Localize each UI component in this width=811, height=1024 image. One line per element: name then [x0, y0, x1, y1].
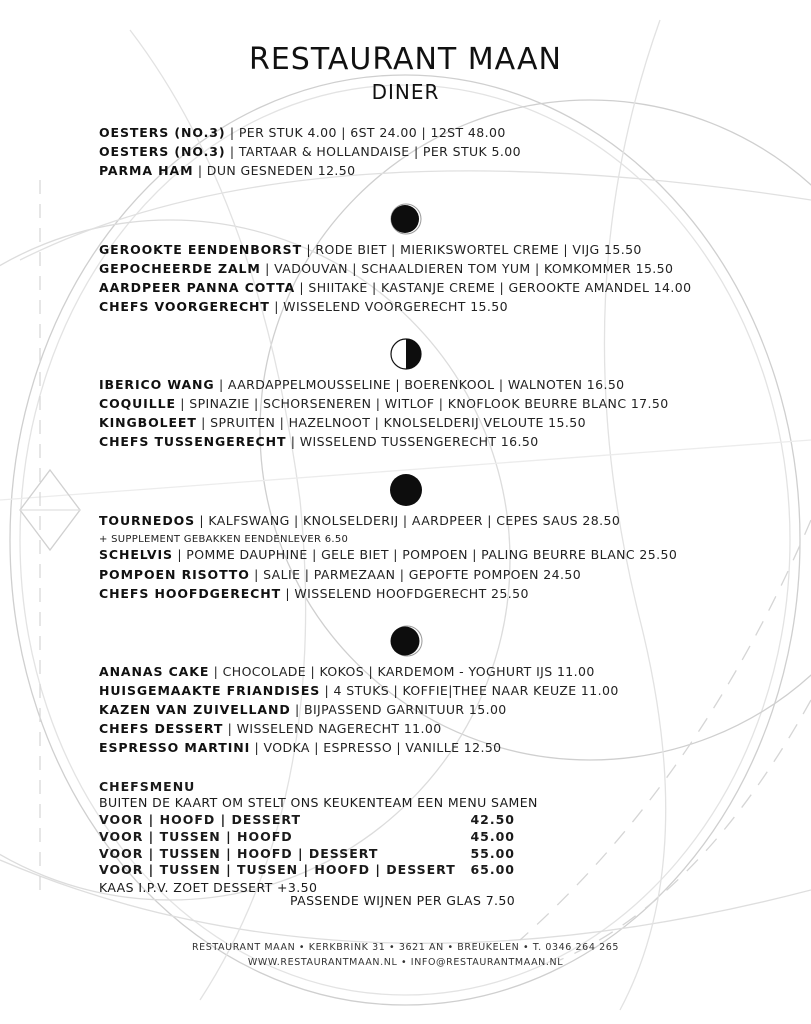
option-price: 55.00 [470, 846, 515, 861]
option-label: VOOR | TUSSEN | TUSSEN | HOOFD | DESSERT [99, 862, 456, 877]
menu-item [99, 434, 539, 450]
dish-description: | VADOUVAN | SCHAALDIEREN TOM YUM | KOMKOMMER 15.50 [260, 261, 674, 276]
menu-item [99, 702, 507, 718]
dish-description: | SPINAZIE | SCHORSENEREN | WITLOF | KNOFLOOK BEURRE BLANC 17.50 [175, 396, 669, 411]
supplement-note: + SUPPLEMENT GEBAKKEN EENDENLEVER 6.50 [99, 534, 349, 545]
menu-item [99, 664, 595, 680]
dish-name: KAZEN VAN ZUIVELLAND [99, 702, 291, 717]
dish-description: | WISSELEND TUSSENGERECHT 16.50 [286, 434, 539, 449]
menu-item [99, 396, 669, 412]
chefsmenu-intro: BUITEN DE KAART OM STELT ONS KEUKENTEAM EEN MENU SAMEN [99, 795, 538, 810]
dish-description: | CHOCOLADE | KOKOS | KARDEMOM - YOGHURT IJS 11.00 [209, 664, 595, 679]
menu-item [99, 280, 692, 296]
dish-description: | WISSELEND NAGERECHT 11.00 [223, 721, 442, 736]
menu-item [99, 567, 581, 583]
dish-name: CHEFS DESSERT [99, 721, 224, 736]
dish-name: CHEFS TUSSENGERECHT [99, 434, 287, 449]
dish-description: | TARTAAR & HOLLANDAISE | PER STUK 5.00 [225, 144, 521, 159]
dish-description: | POMME DAUPHINE | GELE BIET | POMPOEN | PALING BEURRE BLANC 25.50 [172, 547, 678, 562]
option-label: VOOR | TUSSEN | HOOFD [99, 829, 293, 844]
restaurant-title: RESTAURANT MAAN [249, 42, 562, 77]
dish-description: | WISSELEND VOORGERECHT 15.50 [269, 299, 508, 314]
menu-item [99, 513, 620, 529]
dish-name: ESPRESSO MARTINI [99, 740, 251, 755]
dish-description: | KALFSWANG | KNOLSELDERIJ | AARDPEER | CEPES SAUS 28.50 [195, 513, 621, 528]
menu-item [99, 683, 619, 699]
chefsmenu-option [99, 829, 519, 844]
chefsmenu-title: CHEFSMENU [99, 779, 196, 794]
dish-name: IBERICO WANG [99, 377, 215, 392]
option-label: VOOR | TUSSEN | HOOFD | DESSERT [99, 846, 379, 861]
dish-name: KINGBOLEET [99, 415, 197, 430]
dish-description: | BIJPASSEND GARNITUUR 15.00 [290, 702, 507, 717]
menu-item [99, 299, 508, 315]
cheese-note: KAAS I.P.V. ZOET DESSERT +3.50 [99, 880, 318, 895]
menu-item [99, 125, 506, 141]
option-price: 45.00 [470, 829, 515, 844]
menu-item [99, 261, 673, 277]
dish-description: | DUN GESNEDEN 12.50 [193, 163, 356, 178]
dish-name: SCHELVIS [99, 547, 173, 562]
menu-item [99, 721, 442, 737]
menu-item [99, 377, 625, 393]
dish-name: POMPOEN RISOTTO [99, 567, 250, 582]
dish-description: | SALIE | PARMEZAAN | GEPOFTE POMPOEN 24.50 [249, 567, 582, 582]
dish-description: | 4 STUKS | KOFFIE|THEE NAAR KEUZE 11.00 [320, 683, 619, 698]
dish-name: OESTERS (NO.3) [99, 144, 226, 159]
menu-item [99, 586, 529, 602]
wine-note: PASSENDE WIJNEN PER GLAS 7.50 [290, 893, 516, 908]
dish-name: CHEFS HOOFDGERECHT [99, 586, 282, 601]
menu-item [99, 415, 586, 431]
half-moon-icon [389, 337, 423, 371]
dish-name: ANANAS CAKE [99, 664, 210, 679]
menu-item [99, 242, 642, 258]
option-price: 42.50 [470, 812, 515, 827]
footer-address: RESTAURANT MAAN • KERKBRINK 31 • 3621 AN • BREUKELEN • T. 0346 264 265 [191, 942, 620, 953]
menu-subtitle: DINER [371, 80, 440, 104]
menu-item [99, 163, 356, 179]
full-moon-icon [389, 473, 423, 507]
dish-name: TOURNEDOS [99, 513, 196, 528]
footer-contact[interactable]: WWW.RESTAURANTMAAN.NL • INFO@RESTAURANTMAAN.NL [247, 957, 564, 968]
dish-description: | VODKA | ESPRESSO | VANILLE 12.50 [250, 740, 502, 755]
dish-name: AARDPEER PANNA COTTA [99, 280, 296, 295]
option-label: VOOR | HOOFD | DESSERT [99, 812, 301, 827]
full-moon-icon [389, 624, 423, 658]
chefsmenu-option [99, 862, 519, 877]
new-moon-icon [389, 202, 423, 236]
dish-name: HUISGEMAAKTE FRIANDISES [99, 683, 321, 698]
dish-description: | PER STUK 4.00 | 6ST 24.00 | 12ST 48.00 [225, 125, 506, 140]
dish-description: | AARDAPPELMOUSSELINE | BOERENKOOL | WALNOTEN 16.50 [214, 377, 625, 392]
dish-description: | SHIITAKE | KASTANJE CREME | GEROOKTE AMANDEL 14.00 [295, 280, 692, 295]
dish-description: | WISSELEND HOOFDGERECHT 25.50 [281, 586, 529, 601]
dish-name: GEROOKTE EENDENBORST [99, 242, 303, 257]
dish-name: PARMA HAM [99, 163, 194, 178]
dish-description: | RODE BIET | MIERIKSWORTEL CREME | VIJG 15.50 [302, 242, 642, 257]
menu-item [99, 547, 677, 563]
menu-item [99, 144, 521, 160]
chefsmenu-option [99, 846, 519, 861]
dish-description: | SPRUITEN | HAZELNOOT | KNOLSELDERIJ VELOUTE 15.50 [196, 415, 586, 430]
dish-name: OESTERS (NO.3) [99, 125, 226, 140]
dish-name: CHEFS VOORGERECHT [99, 299, 270, 314]
menu-item [99, 740, 502, 756]
dish-name: GEPOCHEERDE ZALM [99, 261, 261, 276]
dish-name: COQUILLE [99, 396, 176, 411]
option-price: 65.00 [470, 862, 515, 877]
chefsmenu-option [99, 812, 519, 827]
